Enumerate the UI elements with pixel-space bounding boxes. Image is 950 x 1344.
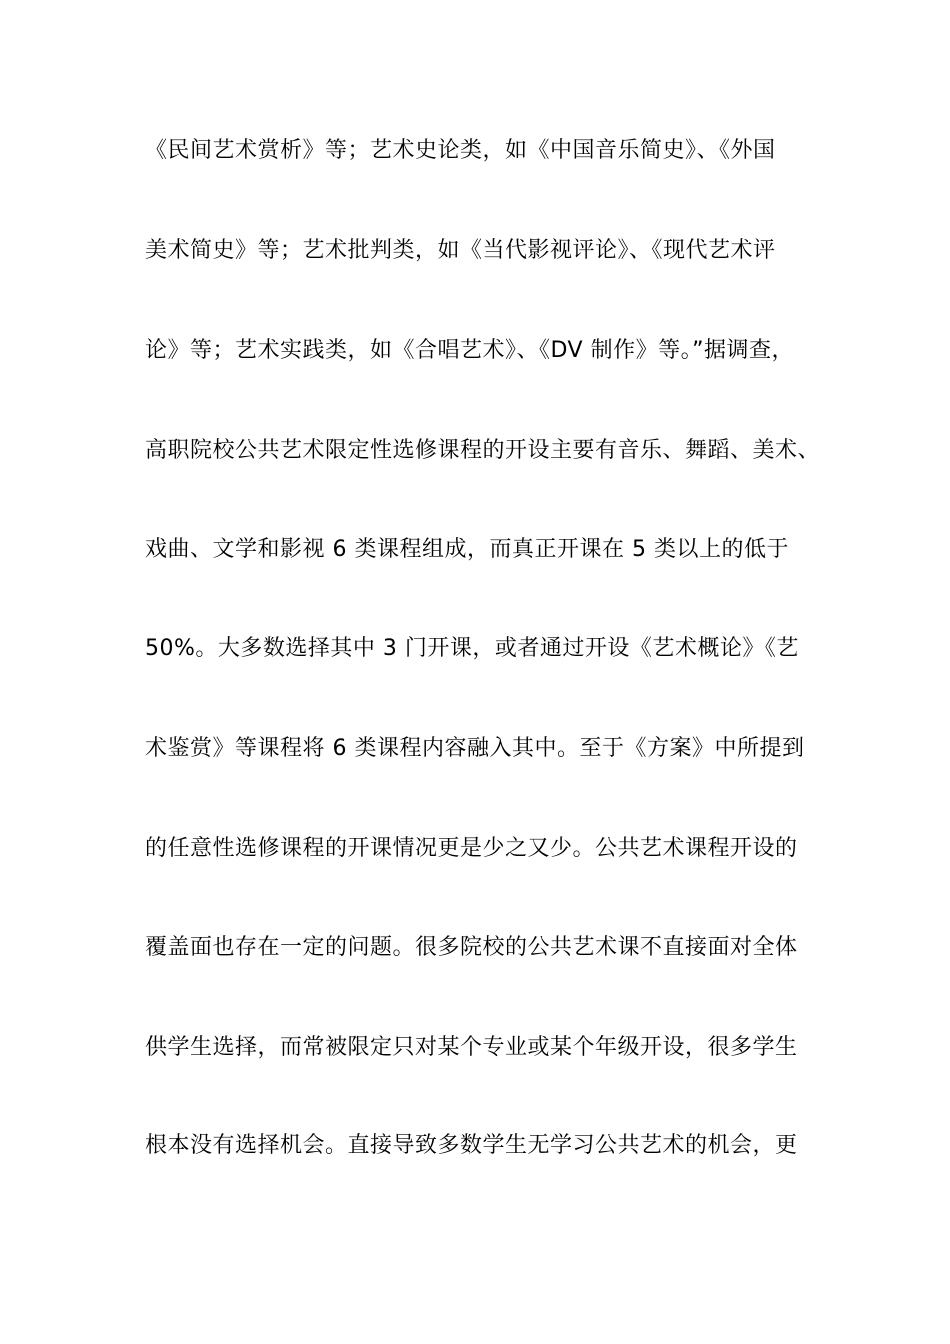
text-line: 术鉴赏》等课程将 6 类课程内容融入其中。至于《方案》中所提到 [145,736,805,761]
text-line: 覆盖面也存在一定的问题。很多院校的公共艺术课不直接面对全体 [145,935,798,960]
text-line: 供学生选择，而常被限定只对某个专业或某个年级开设，很多学生 [145,1035,798,1060]
text-line: 论》等；艺术实践类，如《合唱艺术》、《DV 制作》等。”据调查， [145,338,794,363]
text-line: 的任意性选修课程的开课情况更是少之又少。公共艺术课程开设的 [145,836,798,861]
text-line: 高职院校公共艺术限定性选修课程的开设主要有音乐、舞蹈、美术、 [145,438,821,463]
text-line: 50%。大多数选择其中 3 门开课，或者通过开设《艺术概论》《艺 [145,636,799,661]
text-line: 《民间艺术赏析》等；艺术史论类，如《中国音乐简史》、《外国 [145,138,776,163]
text-line: 根本没有选择机会。直接导致多数学生无学习公共艺术的机会，更 [145,1133,798,1158]
text-line: 戏曲、文学和影视 6 类课程组成，而真正开课在 5 类以上的低于 [145,537,789,562]
text-line: 美术简史》等；艺术批判类，如《当代影视评论》、《现代艺术评 [145,238,776,263]
